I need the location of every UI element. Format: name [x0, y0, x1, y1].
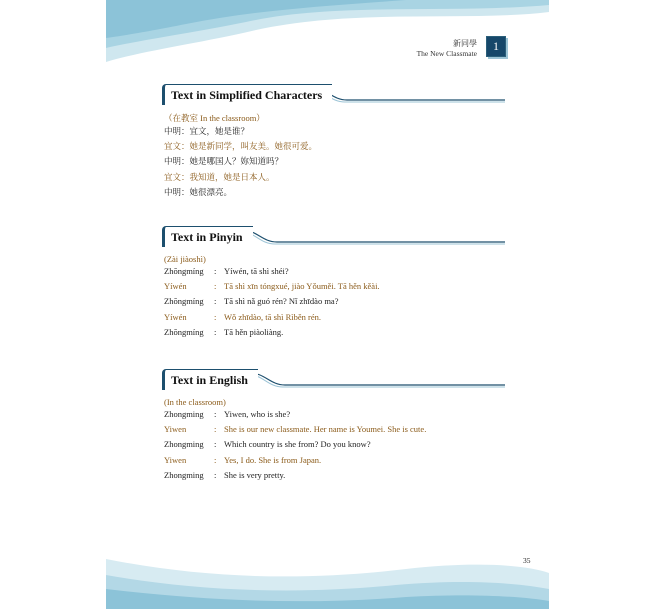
- dialogue-line: 中明：她是哪国人？妳知道吗？: [164, 156, 284, 167]
- dialogue-text: Yiwen, who is she?: [224, 409, 291, 419]
- dialogue-line: Zhongming : She is very pretty.: [164, 468, 505, 483]
- scene-label: (In the classroom): [164, 397, 226, 407]
- lesson-number-badge: 1: [486, 36, 506, 57]
- speaker-name: Zhōngmíng: [164, 266, 204, 276]
- bottom-wave-decoration: [106, 539, 549, 609]
- section-pinyin: [162, 226, 505, 340]
- section-english: [162, 369, 505, 483]
- speaker-name: Zhongming: [164, 439, 204, 450]
- dialogue-text: Yes, I do. She is from Japan.: [224, 454, 322, 465]
- speaker-name: Yíwén: [164, 311, 187, 322]
- dialogue-line: Zhōngmíng : Yíwén, tā shì shéi?: [164, 264, 505, 279]
- dialogue-line: 宜文：她是新同学，叫友美。她很可爱。: [164, 141, 318, 152]
- dialogue-text: She is our new classmate. Her name is Youmei. She is cute.: [224, 424, 427, 435]
- section-title: Text in English: [162, 369, 258, 390]
- dialogue-line: Zhōngmíng : Tā shì nǎ guó rén? Nǐ zhīdào ma?: [164, 294, 505, 309]
- textbook-page: [106, 0, 549, 609]
- dialogue-line: 宜文：我知道，她是日本人。: [164, 171, 275, 182]
- dialogue-line: Yíwén : Tā shì xīn tóngxué, jiào Yǒuměi. Tā hěn kěài.: [164, 279, 505, 294]
- dialogue-line: Zhongming : Yiwen, who is she?: [164, 407, 505, 422]
- dialogue-line: Zhongming : Which country is she from? Do you know?: [164, 437, 505, 452]
- speaker-name: Yiwen: [164, 424, 187, 435]
- dialogue-line: Yíwén : Wǒ zhīdào, tā shì Rìběn rén.: [164, 310, 505, 325]
- speaker-name: Yíwén: [164, 281, 187, 292]
- dialogue-text: Tā shì xīn tóngxué, jiào Yǒuměi. Tā hěn kěài.: [224, 281, 380, 292]
- section-title: Text in Pinyin: [162, 226, 253, 247]
- dialogue-line: Yiwen : She is our new classmate. Her name is Youmei. She is cute.: [164, 422, 505, 437]
- page-number: 35: [523, 556, 531, 565]
- dialogue-text: Tā hěn piàoliàng.: [224, 326, 284, 337]
- speaker-name: Zhongming: [164, 409, 204, 419]
- speaker-name: Yiwen: [164, 454, 187, 465]
- scene-label: (Zài jiàoshì): [164, 254, 206, 264]
- dialogue-text: She is very pretty.: [224, 469, 286, 480]
- dialogue-text: Tā shì nǎ guó rén? Nǐ zhīdào ma?: [224, 296, 339, 307]
- dialogue-line: 中明：宜文，她是谁？: [164, 126, 250, 136]
- top-wave-decoration: [106, 0, 549, 72]
- speaker-name: Zhōngmíng: [164, 326, 204, 337]
- scene-label: （在教室 In the classroom）: [164, 113, 265, 123]
- dialogue-line: Zhōngmíng : Tā hěn piàoliàng.: [164, 325, 505, 340]
- dialogue-text: Which country is she from? Do you know?: [224, 439, 371, 450]
- section-title: Text in Simplified Characters: [162, 84, 332, 105]
- lesson-english-title: The New Classmate: [416, 49, 477, 58]
- dialogue-text: Yíwén, tā shì shéi?: [224, 266, 289, 276]
- lesson-chinese-title: 新同學: [453, 39, 477, 48]
- dialogue-line: 中明：她很漂亮。: [164, 186, 233, 197]
- speaker-name: Zhongming: [164, 469, 204, 480]
- speaker-name: Zhōngmíng: [164, 296, 204, 307]
- section-simplified: [162, 84, 505, 200]
- dialogue-line: Yiwen : Yes, I do. She is from Japan.: [164, 453, 505, 468]
- dialogue-text: Wǒ zhīdào, tā shì Rìběn rén.: [224, 311, 322, 322]
